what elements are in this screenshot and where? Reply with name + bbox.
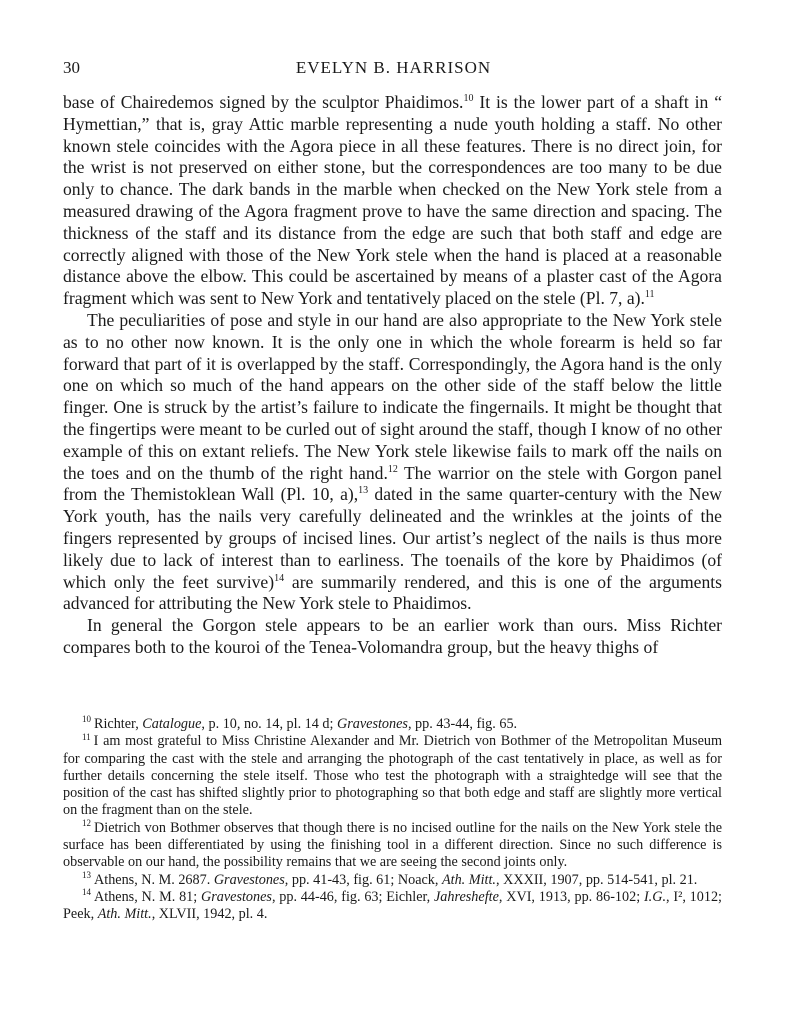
paragraph-2: The peculiarities of pose and style in our hand are also appropriate to the New York stele as to no other now known. It is the only one in which the whole forearm is held so far forward that part of it is overlapped by the staff. Correspondingly, the Agora hand is the only one on which so much of the hand appears on the other side of the staff below the little finger. One is struck by the artist’s failure to indicate the fingernails. It might be thought that the fingertips were meant to be curled out of sight around the staff, though I know of no other example of this on extant reliefs. The New York stele likewise fails to mark off the nails on the toes and on the thumb of the right hand.$^{12}$ The warrior on the stele with Gorgon panel from the Themistoklean Wall (Pl. 10, a),$^{13}$ dated in the same quarter-century with the New York youth, has the nails very carefully delineated and the wrinkles at the joints of the fingers represented by groups of incised lines. Our artist’s neglect of the nails is thus more likely due to lack of interest than to earliness. The toenails of the kore by Phaidimos (of which only the feet survive)$^{14}$ are summarily rendered, and this is one of the arguments advanced for attributing the New York stele to Phaidimos. [63, 309, 722, 614]
body-text [63, 92, 722, 659]
running-head: EVELYN B. HARRISON [295, 58, 492, 77]
footnote-ref-13[interactable]: 13 [358, 485, 369, 497]
footnote-ref-14[interactable]: 14 [274, 572, 285, 584]
footnote-number: 14 [82, 887, 91, 898]
page-number: 30 [63, 58, 80, 77]
paragraph-1: base of Chairedemos signed by the sculptor Phaidimos.$^{10}$ It is the lower part of a shaft in “ Hymettian,” that is, gray Attic marble representing a nude youth holding a staff. No other known stele coincides with the Agora piece in all these features. There is no direct join, for the wrist is not preserved on either stone, but the correspondences are too many to be due only to chance. The dark bands in the marble when checked on the New York stele from a measured drawing of the Agora fragment prove to have the same direction and spacing. The thickness of the staff and its distance from the edge are such that both staff and edge are correctly aligned with those of the New York stele when the hand is placed at a reasonable distance above the elbow. This could be ascertained by means of a plaster cast of the Agora fragment which was sent to New York and tentatively placed on the stele (Pl. 7, a).$^{11}$ [63, 92, 723, 309]
footnote-ref-10[interactable]: 10 [463, 93, 474, 105]
footnote-12: $^{12}$ Dietrich von Bothmer observes that though there is no incised outline for the nails on the New York stele the surface has been differentiated by using the finishing tool in a different direction. Since no such difference is observable on our hand, the possibility remains that we are seeing the second joints only. [63, 818, 722, 871]
footnote-13: $^{13}$ Athens, N. M. 2687. Gravestones, pp. 41-43, fig. 61; Noack, Ath. Mitt., XXXII, 1907, pp. 514-541, pl. 21. [82, 869, 698, 888]
footnote-10: $^{10}$ Richter, Catalogue, p. 10, no. 14, pl. 14 d; Gravestones, pp. 43-44, fig. 65. [82, 714, 518, 732]
paragraph-3: In general the Gorgon stele appears to be an earlier work than ours. Miss Richter compares both to the kouroi of the Tenea-Volomandra group, but the heavy thighs of [63, 615, 722, 657]
footnote-number: 12 [82, 818, 91, 829]
page-header [63, 58, 724, 82]
footnote-ref-12[interactable]: 12 [387, 463, 398, 475]
footnotes [63, 716, 722, 924]
footnote-number: 11 [82, 731, 91, 742]
footnote-14: $^{14}$ Athens, N. M. 81; Gravestones, pp. 44-46, fig. 63; Eichler, Jahreshefte, XVI, 1913, pp. 86-102; I.G., I², 1012; Peek, Ath. Mitt., XLVII, 1942, pl. 4. [63, 887, 722, 923]
footnote-11: $^{11}$ I am most grateful to Miss Christine Alexander and Mr. Dietrich von Bothmer of the Metropolitan Museum for comparing the cast with the stele and arranging the photograph of the cast tentatively in place, as well as for further details concerning the stele itself. Those who test the photograph with a straightedge will see that the position of the cast has shifted slightly prior to photographing so that both edge and staff are slightly more vertical on the fragment than on the stele. [63, 731, 722, 819]
footnote-ref-11[interactable]: 11 [644, 289, 655, 301]
footnote-number: 10 [82, 714, 91, 725]
footnote-number: 13 [82, 869, 91, 880]
